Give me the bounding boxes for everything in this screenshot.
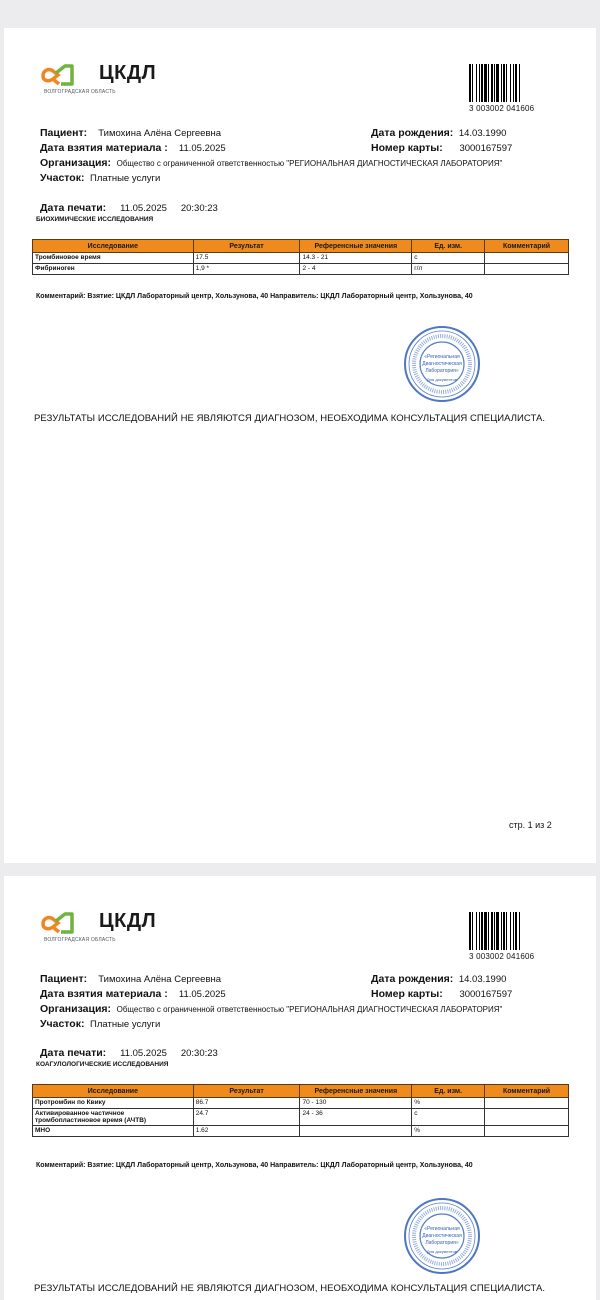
- barcode-number: 3 003002 041606: [469, 104, 535, 113]
- barcode: [469, 912, 545, 962]
- table-row: [33, 253, 569, 264]
- collected-date: 11.05.2025: [178, 989, 226, 1000]
- test-reference: 2 - 4: [300, 264, 412, 275]
- lab-logo-region: ВОЛГОГРАДСКАЯ ОБЛАСТЬ: [44, 89, 116, 95]
- col-header-comment: Комментарий: [485, 240, 569, 253]
- org-label: Организация:: [40, 1003, 112, 1015]
- birth-label: Дата рождения:: [371, 973, 454, 985]
- col-header-reference: Референсные значения: [300, 240, 412, 253]
- site-name: Платные услуги: [90, 173, 161, 184]
- lab-stamp: [402, 324, 482, 404]
- svg-text:Лаборатория»: Лаборатория»: [425, 368, 459, 374]
- birth-date: 14.03.1990: [458, 974, 507, 985]
- stamp-icon: [402, 324, 482, 404]
- barcode-bars: [469, 912, 545, 950]
- page-number: стр. 1 из 2: [509, 820, 552, 830]
- svg-text:Диагностическая: Диагностическая: [422, 361, 462, 367]
- test-result: 17.5: [193, 253, 300, 264]
- test-name: Протромбин по Квику: [33, 1098, 194, 1109]
- test-unit: г/л: [412, 264, 485, 275]
- card-label: Номер карты:: [371, 142, 443, 154]
- comment-text: Комментарий: Взятие: ЦКДЛ Лабораторный центр, Хользунова, 40 Направитель: ЦКДЛ Лабораторный центр, Хользунова, 40: [36, 293, 473, 300]
- collected-date: 11.05.2025: [178, 143, 226, 154]
- test-unit: с: [412, 1109, 485, 1126]
- patient-name: Тимохина Алёна Сергеевна: [98, 974, 222, 985]
- birth-row: [371, 127, 506, 139]
- svg-text:«Региональная: «Региональная: [424, 354, 460, 360]
- test-reference: 70 - 130: [300, 1098, 412, 1109]
- print-time: 20:30:23: [180, 203, 218, 214]
- test-name: МНО: [33, 1126, 194, 1137]
- lab-logo: [41, 910, 171, 946]
- svg-text:Для документов: Для документов: [427, 1249, 457, 1254]
- card-number: 3000167597: [459, 989, 513, 1000]
- site-label: Участок:: [40, 172, 85, 184]
- test-result: 1,9 *: [193, 264, 300, 275]
- table-row: [33, 1109, 569, 1126]
- patient-row: [40, 127, 221, 139]
- table-header-row: [33, 240, 569, 253]
- lab-logo-name: ЦКДЛ: [99, 62, 157, 84]
- svg-text:Диагностическая: Диагностическая: [422, 1233, 462, 1239]
- test-reference: [300, 1126, 412, 1137]
- org-row: [40, 1003, 502, 1015]
- table-header-row: [33, 1085, 569, 1098]
- site-row: [40, 172, 160, 184]
- site-row: [40, 1018, 160, 1030]
- print-date: 11.05.2025: [120, 1048, 167, 1059]
- report-page-2: [4, 876, 596, 1300]
- results-table: [32, 1084, 569, 1137]
- section-title: КОАГУЛОЛОГИЧЕСКИЕ ИССЛЕДОВАНИЯ: [36, 1061, 169, 1068]
- card-row: [371, 988, 512, 1000]
- col-header-reference: Референсные значения: [300, 1085, 412, 1098]
- birth-label: Дата рождения:: [371, 127, 454, 139]
- lab-stamp: [402, 1196, 482, 1276]
- table-row: [33, 264, 569, 275]
- lab-logo-region: ВОЛГОГРАДСКАЯ ОБЛАСТЬ: [44, 937, 116, 943]
- print-row: [40, 202, 218, 214]
- card-label: Номер карты:: [371, 988, 443, 1000]
- birth-date: 14.03.1990: [458, 128, 507, 139]
- svg-text:Лаборатория»: Лаборатория»: [425, 1240, 459, 1246]
- org-row: [40, 157, 502, 169]
- test-comment: [485, 253, 569, 264]
- site-name: Платные услуги: [90, 1019, 161, 1030]
- results-table: [32, 239, 569, 275]
- test-comment: [485, 1109, 569, 1126]
- col-header-unit: Ед. изм.: [412, 240, 485, 253]
- svg-text:«Региональная: «Региональная: [424, 1226, 460, 1232]
- test-unit: %: [412, 1098, 485, 1109]
- table-row: [33, 1098, 569, 1109]
- test-comment: [485, 1098, 569, 1109]
- site-label: Участок:: [40, 1018, 85, 1030]
- col-header-result: Результат: [193, 1085, 300, 1098]
- table-row: [33, 1126, 569, 1137]
- print-time: 20:30:23: [180, 1048, 218, 1059]
- print-label: Дата печати:: [40, 1047, 107, 1059]
- svg-text:Для документов: Для документов: [427, 377, 457, 382]
- print-label: Дата печати:: [40, 202, 107, 214]
- disclaimer: РЕЗУЛЬТАТЫ ИССЛЕДОВАНИЙ НЕ ЯВЛЯЮТСЯ ДИАГНОЗОМ, НЕОБХОДИМА КОНСУЛЬТАЦИЯ СПЕЦИАЛИСТА.: [34, 1283, 546, 1294]
- test-reference: 14.3 - 21: [300, 253, 412, 264]
- test-result: 1.62: [193, 1126, 300, 1137]
- collected-label: Дата взятия материала :: [40, 988, 168, 1000]
- patient-label: Пациент:: [40, 973, 88, 985]
- disclaimer: РЕЗУЛЬТАТЫ ИССЛЕДОВАНИЙ НЕ ЯВЛЯЮТСЯ ДИАГНОЗОМ, НЕОБХОДИМА КОНСУЛЬТАЦИЯ СПЕЦИАЛИСТА.: [34, 413, 546, 424]
- test-name: Тромбиновое время: [33, 253, 194, 264]
- test-name: Активированное частичное тромбопластиновое время (АЧТВ): [33, 1109, 194, 1126]
- test-name: Фибриноген: [33, 264, 194, 275]
- stamp-icon: [402, 1196, 482, 1276]
- lab-logo-name: ЦКДЛ: [99, 910, 157, 932]
- lab-logo-icon: [41, 910, 75, 936]
- report-page-1: [4, 28, 596, 863]
- patient-label: Пациент:: [40, 127, 88, 139]
- print-date: 11.05.2025: [120, 203, 167, 214]
- test-result: 86.7: [193, 1098, 300, 1109]
- test-unit: %: [412, 1126, 485, 1137]
- test-unit: с: [412, 253, 485, 264]
- test-comment: [485, 264, 569, 275]
- card-number: 3000167597: [459, 143, 513, 154]
- barcode-number: 3 003002 041606: [469, 952, 535, 961]
- org-label: Организация:: [40, 157, 112, 169]
- section-title: БИОХИМИЧЕСКИЕ ИССЛЕДОВАНИЯ: [36, 216, 154, 223]
- org-name: Общество с ограниченной ответственностью "РЕГИОНАЛЬНАЯ ДИАГНОСТИЧЕСКАЯ ЛАБОРАТОРИЯ": [116, 159, 503, 168]
- comment-text: Комментарий: Взятие: ЦКДЛ Лабораторный центр, Хользунова, 40 Направитель: ЦКДЛ Лабораторный центр, Хользунова, 40: [36, 1162, 473, 1169]
- col-header-test: Исследование: [33, 1085, 194, 1098]
- patient-name: Тимохина Алёна Сергеевна: [98, 128, 222, 139]
- print-row: [40, 1047, 218, 1059]
- org-name: Общество с ограниченной ответственностью "РЕГИОНАЛЬНАЯ ДИАГНОСТИЧЕСКАЯ ЛАБОРАТОРИЯ": [116, 1005, 503, 1014]
- lab-logo: [41, 62, 171, 98]
- test-reference: 24 - 36: [300, 1109, 412, 1126]
- col-header-result: Результат: [193, 240, 300, 253]
- collected-label: Дата взятия материала :: [40, 142, 168, 154]
- barcode: [469, 64, 545, 114]
- birth-row: [371, 973, 506, 985]
- test-comment: [485, 1126, 569, 1137]
- test-result: 24.7: [193, 1109, 300, 1126]
- col-header-comment: Комментарий: [485, 1085, 569, 1098]
- collected-row: [40, 988, 226, 1000]
- patient-row: [40, 973, 221, 985]
- collected-row: [40, 142, 226, 154]
- col-header-unit: Ед. изм.: [412, 1085, 485, 1098]
- lab-logo-icon: [41, 62, 75, 88]
- card-row: [371, 142, 512, 154]
- col-header-test: Исследование: [33, 240, 194, 253]
- barcode-bars: [469, 64, 545, 102]
